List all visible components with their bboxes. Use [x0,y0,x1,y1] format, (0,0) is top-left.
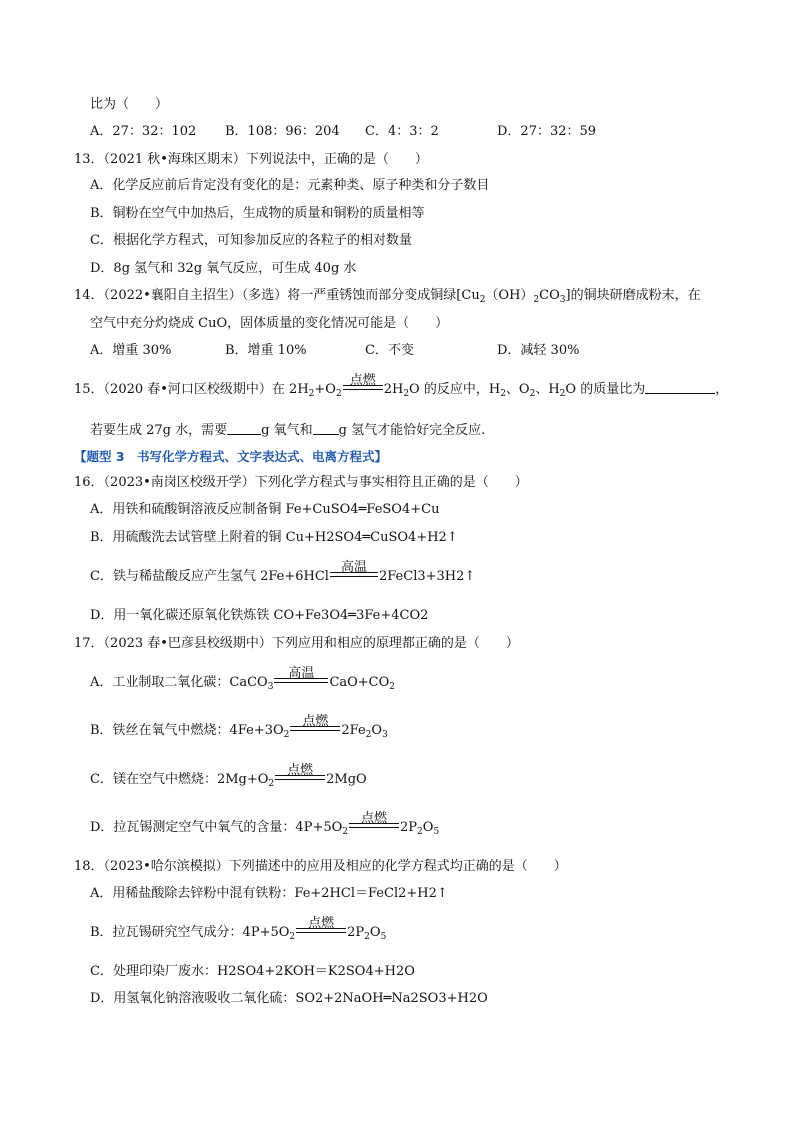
q14-option-d: D．减轻 30% [497,343,580,358]
reaction-condition: 点燃 [349,820,399,836]
q13-option-d: D．8g 氢气和 32g 氧气反应，可生成 40g 水 [90,261,357,276]
q14-option-c: C．不变 [365,343,414,358]
q13-option-c: C．根据化学方程式，可知参加反应的各粒子的相对数量 [90,233,412,248]
q15-stem: 15．（2020 春•河口区校级期中）在 $2H_2+O_2$ 点燃 $2H_2O$ 的反应中，$H_2$、$O_2$、$H_2O$ 的质量比为 ， [74,373,729,399]
q12-option-b: B．108：96：204 [225,124,340,139]
q14-stem-line2: 空气中充分灼烧成 CuO，固体质量的变化情况可能是（ ） [90,316,449,331]
reaction-condition: 高温 [274,675,328,691]
reaction-condition: 点燃 [296,925,346,941]
reaction-condition: 高温 [330,569,378,585]
q14-option-b: B．增重 10% [225,343,307,358]
q12-stem-continuation: 比为（ ） [90,97,169,112]
q16-option-c: C．铁与稀盐酸反应产生氢气 2Fe+6HCl 高温 2FeCl3+3H2↑ [90,560,476,584]
q18-option-d: D．用氢氧化钠溶液吸收二氧化硫：SO2+2NaOH═Na2SO3+H2O [90,991,488,1006]
q13-option-a: A．化学反应前后肯定没有变化的是：元素种类、原子种类和分子数目 [90,178,490,193]
q16-option-d: D．用一氧化碳还原氧化铁炼铁 CO+Fe3O4═3Fe+4CO2 [90,608,429,623]
q17-option-a: A．工业制取二氧化碳：CaCO$_3$ 高温 $CaO+CO_2$ [90,666,396,692]
reaction-condition: 点燃 [343,382,383,398]
q18-option-b: B．拉瓦锡研究空气成分：$4P+5O_2$ 点燃 $2P_2O_5$ [90,916,387,942]
q12-option-d: D．27：32：59 [497,124,597,139]
q12-option-a: A．27：32：102 [90,124,197,139]
q18-stem: 18．（2023•哈尔滨模拟）下列描述中的应用及相应的化学方程式均正确的是（ ） [74,859,567,874]
reaction-condition: 点燃 [290,723,340,739]
q15-stem-line2: 若要生成 27g 水，需要 g 氧气和 g 氢气才能恰好完全反应. [90,423,486,438]
q17-stem: 17．（2023 春•巴彦县校级期中）下列应用和相应的原理都正确的是（ ） [74,636,519,651]
q13-stem: 13．（2021 秋•海珠区期末）下列说法中，正确的是（ ） [74,152,428,167]
q13-option-b: B．铜粉在空气中加热后，生成物的质量和铜粉的质量相等 [90,206,425,221]
q17-option-c: C．镁在空气中燃烧：$2Mg+O_2$ 点燃 2MgO [90,763,367,789]
q18-option-a: A．用稀盐酸除去锌粉中混有铁粉：Fe+2HCl＝FeCl2+H2↑ [90,886,448,901]
q16-option-a: A．用铁和硫酸铜溶液反应制备铜 Fe+CuSO4═FeSO4+Cu [90,502,440,517]
answer-blank[interactable] [313,422,339,435]
q14-option-a: A．增重 30% [90,343,172,358]
q16-option-b: B．用硫酸洗去试管壁上附着的铜 Cu+H2SO4═CuSO4+H2↑ [90,530,458,545]
q17-option-d: D．拉瓦锡测定空气中氧气的含量：$4P+5O_2$ 点燃 $2P_2O_5$ [90,811,440,837]
q18-option-c: C．处理印染厂废水：H2SO4+2KOH＝K2SO4+H2O [90,964,415,979]
reaction-condition: 点燃 [275,772,325,788]
q12-option-c: C．4：3：2 [365,124,439,139]
q14-stem: 14．（2022•襄阳自主招生）（多选）将一严重锈蚀而部分变成铜绿$[Cu_2(OH)_2CO_3]$的铜块研磨成粉末，在 [74,288,701,305]
answer-blank[interactable] [227,422,261,435]
q16-stem: 16．（2023•南岗区校级开学）下列化学方程式与事实相符且正确的是（ ） [74,475,528,490]
section-header: 【题型 3 书写化学方程式、文字表达式、电离方程式】 [74,449,388,464]
q17-option-b: B．铁丝在氧气中燃烧：$4Fe+3O_2$ 点燃 $2Fe_2O_3$ [90,714,388,740]
answer-blank[interactable] [645,381,715,394]
